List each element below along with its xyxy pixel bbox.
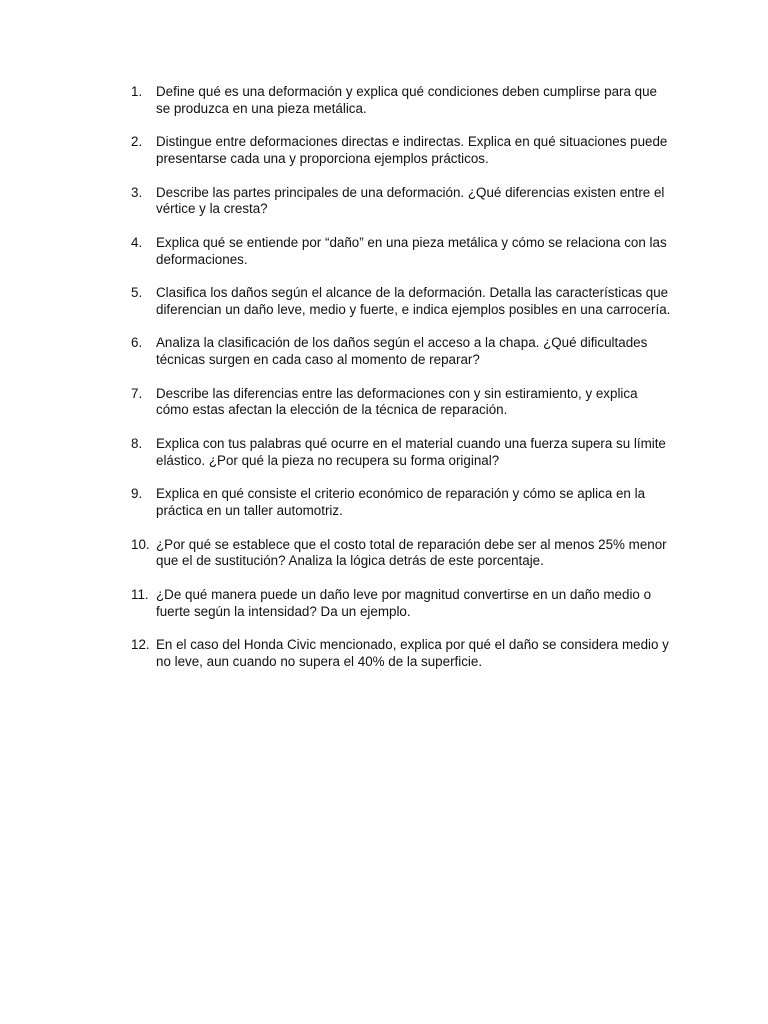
question-item-5 [131,285,671,319]
question-item-10 [131,537,671,571]
question-item-4 [131,235,671,269]
question-number: 10. [131,536,150,552]
question-text: Analiza la clasificación de los daños según el acceso a la chapa. ¿Qué dificultades técnicas surgen en cada caso al momento de reparar? [156,335,648,368]
question-list [131,84,671,687]
question-item-1 [131,84,671,118]
question-number: 3. [131,184,143,200]
question-number: 1. [131,84,143,99]
question-number: 4. [131,234,143,250]
question-text: Explica qué se entiende por “daño” en una pieza metálica y cómo se relaciona con las deformaciones. [156,234,667,267]
question-number: 7. [131,385,143,401]
question-item-12 [131,637,671,671]
question-text: Define qué es una deformación y explica qué condiciones deben cumplirse para que se produzca en una pieza metálica. [156,84,657,116]
question-item-6 [131,335,671,369]
question-text: Describe las partes principales de una deformación. ¿Qué diferencias existen entre el vértice y la cresta? [156,184,665,217]
question-number: 9. [131,486,143,502]
question-item-8 [131,436,671,470]
question-text: Clasifica los daños según el alcance de la deformación. Detalla las características que diferencian un daño leve, medio y fuerte, e indica ejemplos posibles en una carrocería. [156,285,671,317]
question-number: 6. [131,335,143,351]
question-number: 8. [131,435,143,451]
question-text: Explica en qué consiste el criterio económico de reparación y cómo se aplica en la práctica en un taller automotriz. [156,486,646,519]
question-text: ¿Por qué se establece que el costo total de reparación debe ser al menos 25% menor que el de sustitución? Analiza la lógica detrás de este porcentaje. [156,536,667,569]
question-number: 12. [131,637,150,653]
question-number: 2. [131,134,143,150]
question-item-9 [131,486,671,520]
question-item-7 [131,386,671,420]
question-text: Explica con tus palabras qué ocurre en el material cuando una fuerza supera su límite elástico. ¿Por qué la pieza no recupera su forma original? [156,435,666,468]
question-text: Describe las diferencias entre las deformaciones con y sin estiramiento, y explica cómo estas afectan la elección de la técnica de reparación. [156,385,638,418]
question-text: ¿De qué manera puede un daño leve por magnitud convertirse en un daño medio o fuerte según la intensidad? Da un ejemplo. [156,586,652,619]
question-item-3 [131,185,671,219]
question-number: 5. [131,285,143,301]
question-text: Distingue entre deformaciones directas e indirectas. Explica en qué situaciones puede presentarse cada una y proporciona ejemplos prácticos. [156,134,668,167]
question-text: En el caso del Honda Civic mencionado, explica por qué el daño se considera medio y no leve, aun cuando no supera el 40% de la superficie. [156,637,669,669]
question-item-11 [131,587,671,621]
question-item-2 [131,134,671,168]
question-number: 11. [131,586,149,602]
